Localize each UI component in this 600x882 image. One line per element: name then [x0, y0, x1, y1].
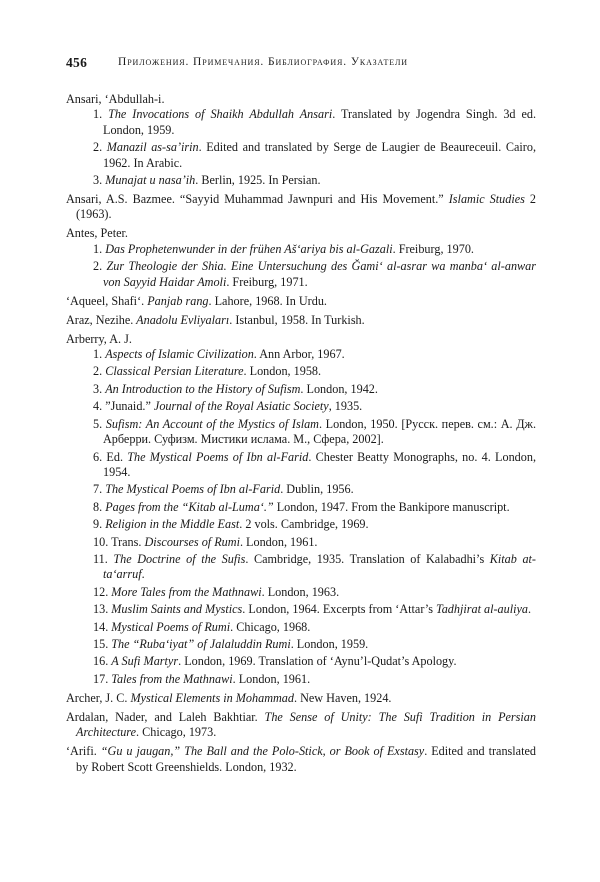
- work-item: [76, 482, 536, 497]
- page-number: 456: [66, 55, 88, 70]
- work-item: [76, 517, 536, 532]
- text-segment: . London, 1950. [Русск. перев. см.: А. Дж. Арберри. Суфизм. Мистики ислама. М., Сфера, 2002].: [103, 416, 536, 447]
- bib-entry: [66, 710, 536, 741]
- work-number: 6.: [93, 449, 107, 464]
- work-number: 15.: [93, 636, 112, 651]
- work-number: 13.: [93, 602, 112, 617]
- work-number: 1.: [93, 347, 106, 362]
- work-number: 10.: [93, 534, 112, 549]
- work-item: [76, 552, 536, 583]
- title-segment: Islamic Studies: [443, 192, 525, 207]
- entry-author: Arberry, A. J.: [66, 331, 132, 346]
- title-segment: Aspects of Islamic Civilization: [105, 347, 254, 362]
- text-segment: ”Junaid.”: [105, 399, 154, 414]
- entry-author: Ansari, ‘Abdullah-i.: [66, 92, 165, 106]
- text-segment: . London, 1961.: [239, 534, 318, 549]
- text-segment: . Ann Arbor, 1967.: [253, 347, 345, 362]
- title-segment: Anadolu Evliyaları: [133, 312, 230, 327]
- text-segment: .: [528, 602, 532, 617]
- work-item: [76, 347, 536, 362]
- title-segment: The Sense of Unity: The Sufi Tradition in Persian Architecture: [76, 709, 536, 740]
- text-segment: . London, 1959.: [290, 636, 369, 651]
- work-item: [76, 140, 536, 171]
- title-segment: Sufism: An Account of the Mystics of Islam: [105, 416, 319, 431]
- title-segment: Journal of the Royal Asiatic Society: [153, 399, 329, 414]
- text-segment: . London, 1963.: [261, 584, 340, 599]
- work-number: 5.: [93, 416, 106, 431]
- work-item: [76, 637, 536, 652]
- title-segment: The Mystical Poems of Ibn al-Farid: [127, 449, 309, 464]
- entry-author: Archer, J. C.: [66, 690, 128, 705]
- text-segment: , 1935.: [328, 399, 363, 414]
- work-item: [76, 399, 536, 414]
- work-item: [76, 500, 536, 515]
- work-item: [76, 654, 536, 669]
- work-number: 16.: [93, 654, 112, 669]
- work-number: 2.: [93, 364, 106, 379]
- text-segment: . London, 1958.: [243, 364, 322, 379]
- title-segment: Mystical Elements in Mohammad: [127, 690, 294, 705]
- work-item: [76, 620, 536, 635]
- work-number: 2.: [93, 140, 107, 155]
- entry-author: Ansari, A.S. Bazmee. “Sayyid Muhammad Jawnpuri and His Movement.”: [66, 192, 444, 207]
- work-number: 17.: [93, 671, 112, 686]
- text-segment: . Istanbul, 1958. In Turkish.: [229, 312, 365, 327]
- work-item: [76, 107, 536, 138]
- text-segment: . Freiburg, 1971.: [226, 274, 308, 289]
- text-segment: . New Haven, 1924.: [293, 690, 392, 705]
- entry-author: Araz, Nezihe.: [66, 312, 134, 327]
- work-list: [76, 107, 536, 188]
- work-number: 14.: [93, 619, 112, 634]
- work-number: 9.: [93, 517, 106, 532]
- text-segment: Ed.: [106, 449, 128, 464]
- work-number: 3.: [93, 173, 106, 188]
- title-segment: An Introduction to the History of Sufism: [105, 381, 301, 396]
- title-segment: Munajat u nasa’ih: [105, 173, 196, 188]
- text-segment: London, 1947. From the Bankipore manuscript.: [273, 499, 510, 514]
- work-number: 2.: [93, 259, 107, 274]
- title-segment: A Sufi Martyr: [111, 654, 179, 669]
- text-segment: . London, 1942.: [300, 381, 378, 396]
- text-segment: 2 (1963).: [76, 192, 536, 222]
- work-item: [76, 382, 536, 397]
- text-segment: . Edited and translated by Serge de Laugier de Beaureceuil. Cairo, 1962. In Arabic.: [103, 140, 536, 170]
- text-segment: . London, 1969. Translation of ‘Aynu’l-Qudat’s Apology.: [178, 654, 457, 669]
- work-item: [76, 417, 536, 448]
- title-segment: The Mystical Poems of Ibn al-Farid: [105, 482, 281, 497]
- text-segment: . London, 1964. Excerpts from ‘Attar’s: [242, 602, 437, 617]
- work-number: 8.: [93, 499, 106, 514]
- title-segment: Discourses of Rumi: [144, 534, 240, 549]
- title-segment: The Invocations of Shaikh Abdullah Ansari: [108, 107, 333, 122]
- entry-author: Ardalan, Nader, and Laleh Bakhtiar.: [66, 709, 258, 724]
- text-segment: . Chicago, 1968.: [230, 619, 311, 634]
- title-segment: Tadhjirat al-auliya: [436, 602, 529, 617]
- title-segment: The “Ruba‘iyat” of Jalaluddin Rumi: [111, 636, 291, 651]
- work-number: 11.: [93, 551, 114, 566]
- title-segment: Religion in the Middle East: [105, 517, 240, 532]
- bib-entry: [66, 192, 536, 223]
- entry-author: ‘Arifi.: [66, 744, 97, 759]
- bib-entry: [66, 313, 536, 328]
- text-segment: . Chicago, 1973.: [136, 725, 217, 740]
- title-segment: Zur Theologie der Shia. Eine Untersuchung des Ğami‘ al-asrar wa manba‘ al-anwar von Sayyid Haidar Amoli: [103, 259, 537, 289]
- bib-entry: [66, 332, 536, 688]
- work-item: [76, 602, 536, 617]
- title-segment: Classical Persian Literature: [105, 364, 244, 379]
- title-segment: Das Prophetenwunder in der frühen Aš‘ariya bis al-Gazali: [105, 241, 393, 256]
- text-segment: . Cambridge, 1935. Translation of Kalabadhi’s: [245, 551, 490, 566]
- text-segment: . Chester Beatty Monographs, no. 4. London, 1954.: [103, 449, 536, 479]
- bib-entry: [66, 744, 536, 775]
- entry-author: Antes, Peter.: [66, 226, 128, 241]
- title-segment: More Tales from the Mathnawi: [111, 584, 262, 599]
- work-item: [76, 242, 536, 257]
- title-segment: Muslim Saints and Mystics: [111, 602, 243, 617]
- bibliography-list: [66, 92, 536, 779]
- title-segment: “Gu u jaugan,” The Ball and the Polo-Stick, or Book of Exstasy: [96, 744, 425, 759]
- text-segment: . Freiburg, 1970.: [392, 241, 474, 256]
- work-item: [76, 364, 536, 379]
- bib-entry: [66, 691, 536, 706]
- bib-entry: [66, 226, 536, 290]
- work-number: 1.: [93, 107, 109, 122]
- work-number: 4.: [93, 399, 106, 414]
- text-segment: . Edited and translated by Robert Scott Greenshields. London, 1932.: [76, 744, 536, 774]
- text-segment: . Translated by Jogendra Singh. 3d ed. London, 1959.: [103, 107, 536, 137]
- work-item: [76, 585, 536, 600]
- work-item: [76, 672, 536, 687]
- work-number: 3.: [93, 381, 106, 396]
- text-segment: . Berlin, 1925. In Persian.: [195, 173, 321, 188]
- text-segment: . London, 1961.: [232, 671, 311, 686]
- work-item: [76, 173, 536, 188]
- title-segment: Tales from the Mathnawi: [111, 671, 233, 686]
- title-segment: Panjab rang: [144, 293, 209, 308]
- work-number: 7.: [93, 482, 106, 497]
- running-head: Приложения. Примечания. Библиография. Указатели: [118, 56, 408, 68]
- bib-entry: [66, 294, 536, 309]
- text-segment: . Dublin, 1956.: [280, 482, 354, 497]
- work-number: 12.: [93, 584, 112, 599]
- bib-entry: [66, 92, 536, 188]
- work-list: [76, 242, 536, 290]
- page-header: [66, 55, 536, 71]
- entry-author: ‘Aqueel, Shafi‘.: [66, 293, 145, 308]
- text-segment: Trans.: [111, 534, 145, 549]
- work-item: [76, 259, 536, 290]
- title-segment: Mystical Poems of Rumi: [111, 619, 231, 634]
- text-segment: . 2 vols. Cambridge, 1969.: [239, 517, 369, 532]
- text-segment: .: [141, 567, 145, 582]
- title-segment: Kitab at-ta‘arruf: [103, 551, 536, 582]
- work-item: [76, 450, 536, 481]
- work-list: [76, 347, 536, 687]
- title-segment: The Doctrine of the Sufis: [113, 551, 246, 566]
- text-segment: . Lahore, 1968. In Urdu.: [208, 293, 327, 308]
- work-item: [76, 535, 536, 550]
- title-segment: Pages from the “Kitab al-Luma‘.”: [105, 499, 274, 514]
- title-segment: Manazil as-sa’irin: [106, 140, 199, 155]
- work-number: 1.: [93, 241, 106, 256]
